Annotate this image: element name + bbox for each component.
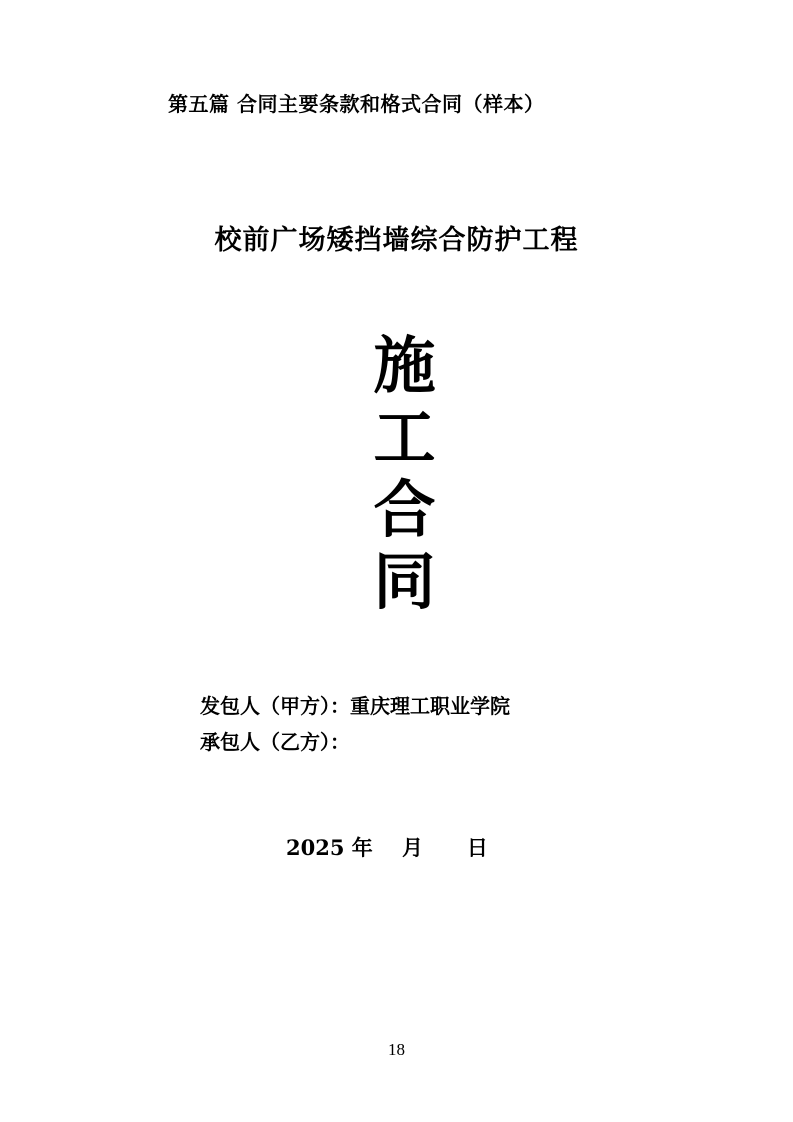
party-line-contractor: 承包人（乙方）： <box>200 730 350 754</box>
page-number: 18 <box>388 1040 405 1059</box>
section-heading: 第五篇 合同主要条款和格式合同（样本） <box>168 92 545 116</box>
parties-block <box>200 688 510 760</box>
document-type-char: 合 <box>373 473 436 546</box>
document-type-char: 工 <box>373 401 436 474</box>
document-type-stack <box>0 330 793 618</box>
document-type-char: 施 <box>373 329 436 402</box>
project-title: 校前广场矮挡墙综合防护工程 <box>214 225 579 256</box>
date-line: 2025 年 月 日 <box>286 835 488 860</box>
document-type-char: 同 <box>373 545 436 618</box>
party-line-employer: 发包人（甲方）：重庆理工职业学院 <box>200 694 510 718</box>
